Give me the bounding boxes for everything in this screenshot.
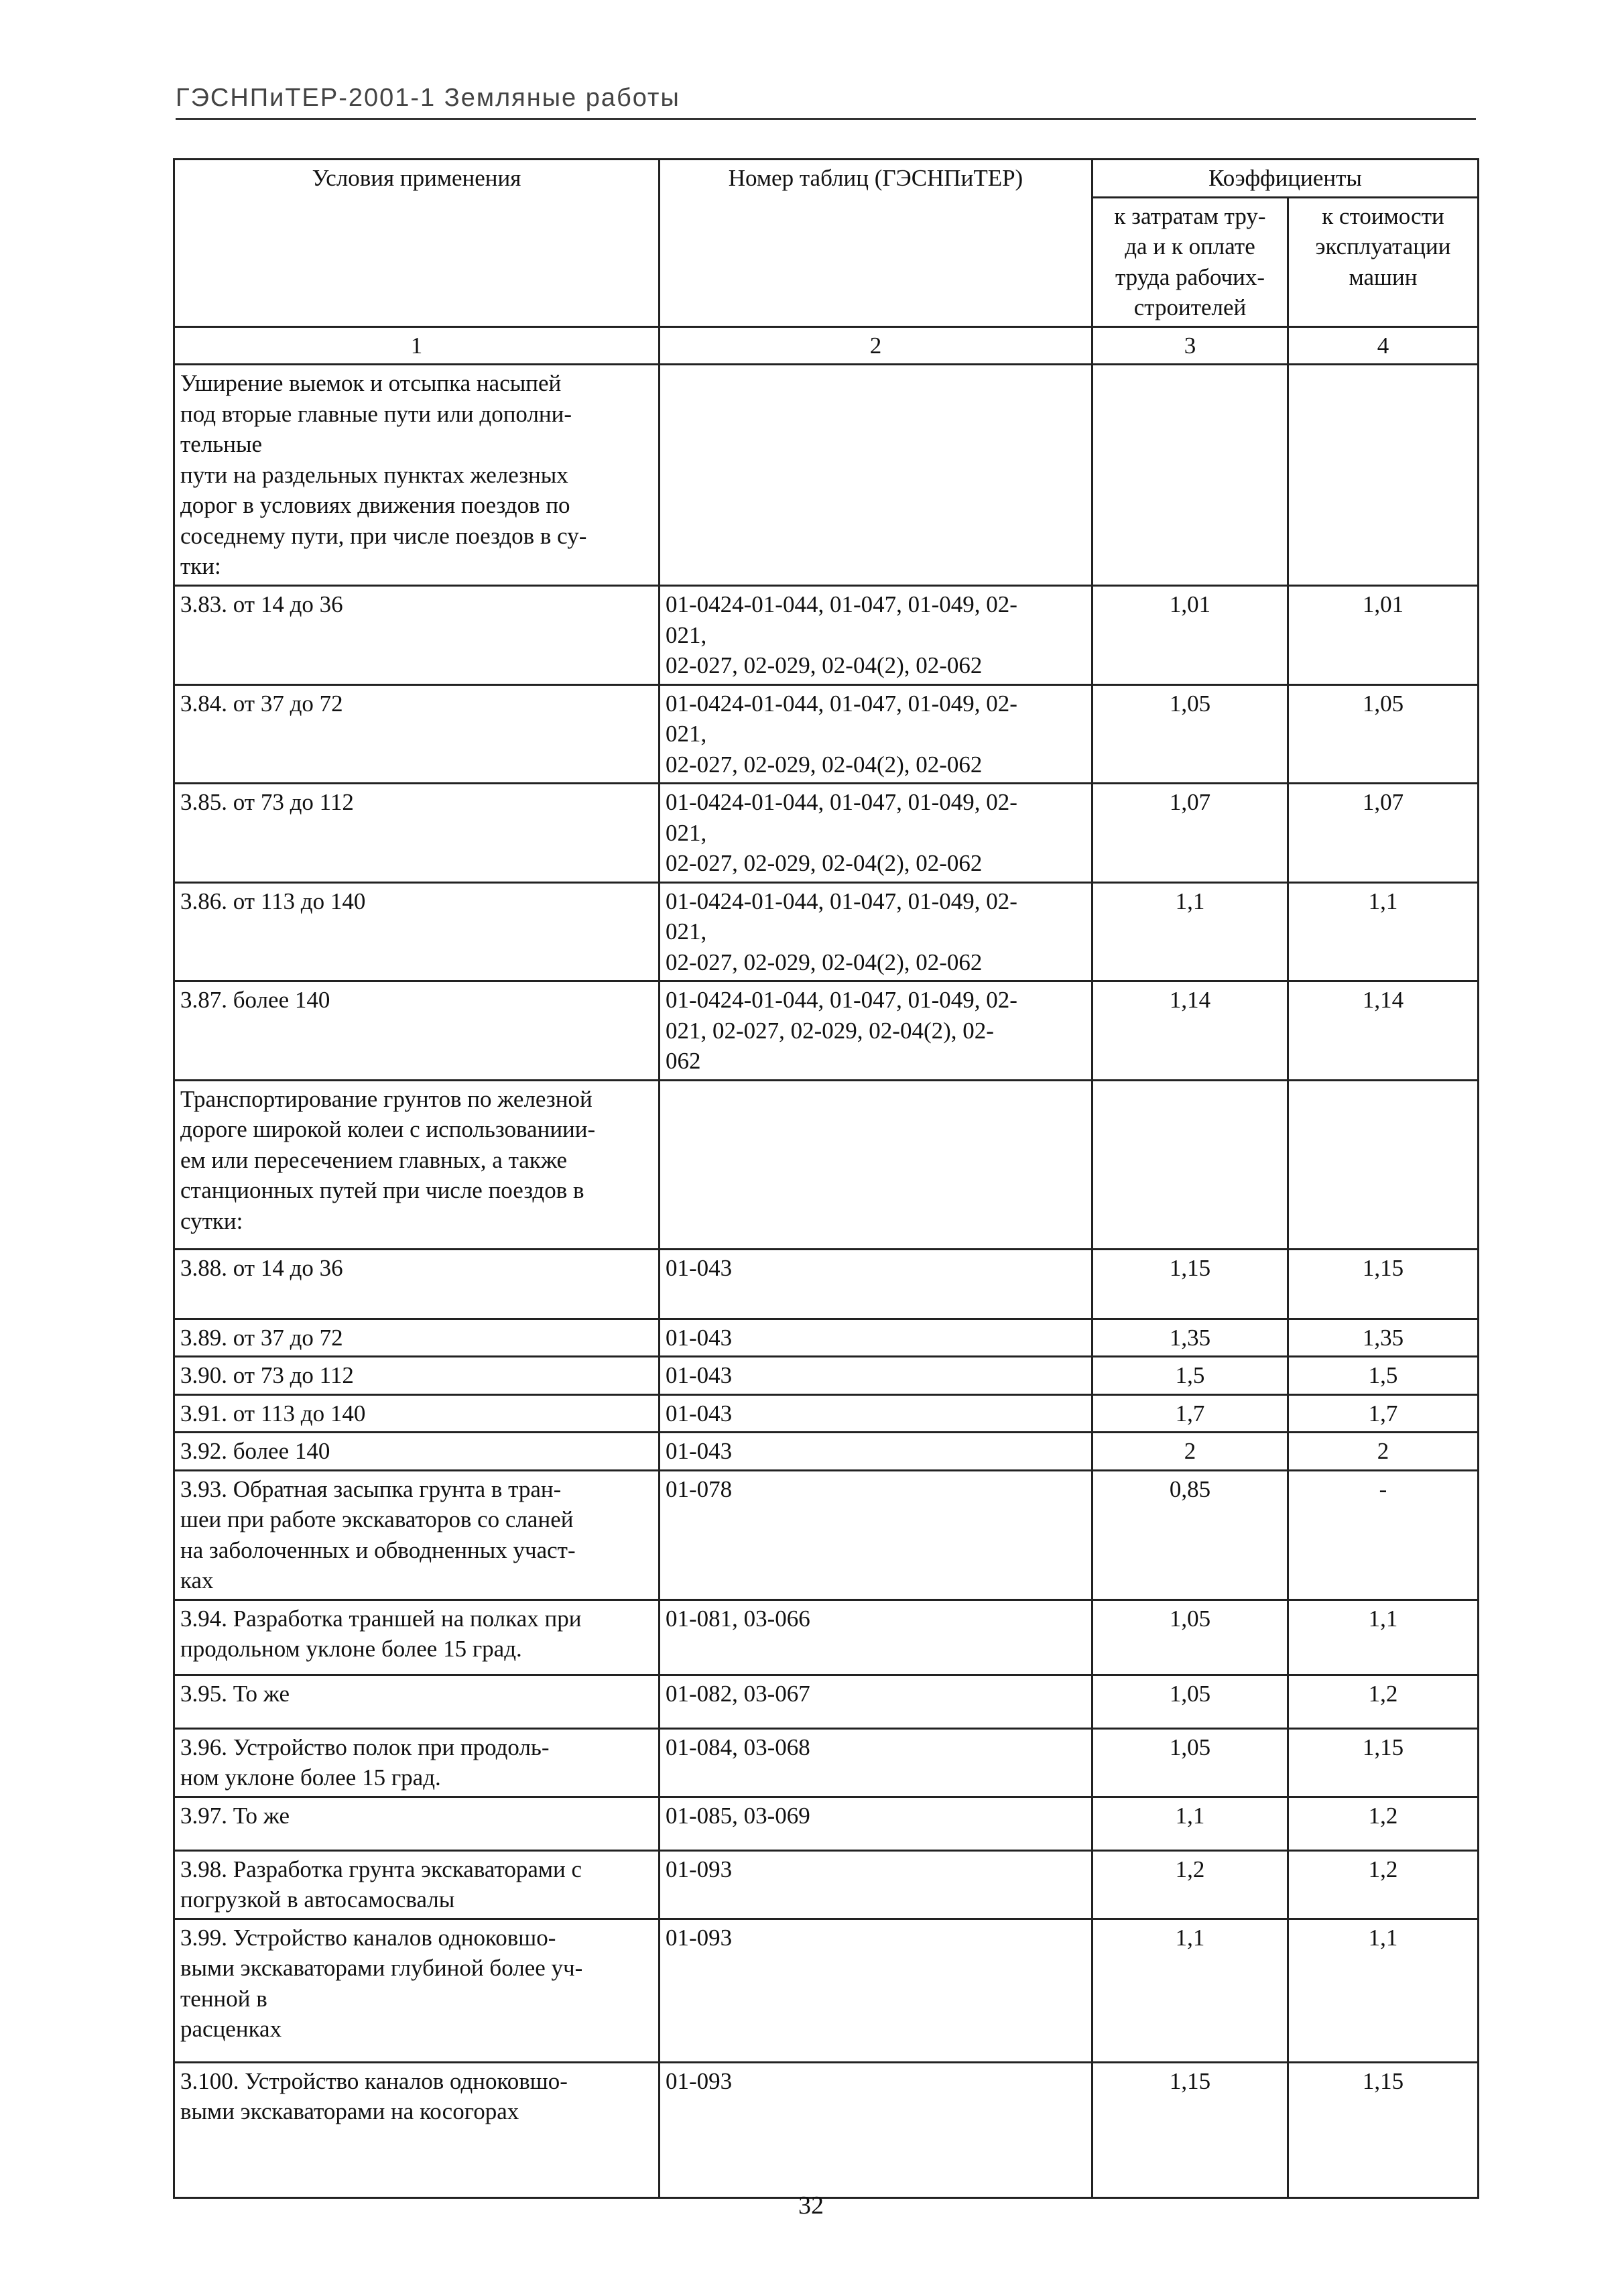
section-header-row [174, 365, 1479, 586]
machine-coefficient-cell: 1,1 [1288, 882, 1479, 981]
coefficients-table [173, 158, 1479, 2199]
machine-coefficient-cell: 1,07 [1288, 784, 1479, 883]
machine-coefficient-cell: 1,05 [1288, 684, 1479, 784]
labor-coefficient-cell: 1,1 [1093, 1919, 1288, 2062]
machine-coefficient-cell: - [1288, 1470, 1479, 1599]
condition-cell: 3.84. от 37 до 72 [174, 684, 660, 784]
header-conditions: Условия применения [174, 160, 660, 327]
condition-cell: 3.100. Устройство каналов одноковшо- выми экскаваторами на косогорах [174, 2062, 660, 2197]
table-row [174, 1850, 1479, 1919]
table-row [174, 1728, 1479, 1797]
section-title: Транспортирование грунтов по железной дороге широкой колеи с использованиии- ем или пересечением главных, а также станционных путей при числе поездов в сутки: [174, 1080, 660, 1249]
table-numbers-cell: 01-0424-01-044, 01-047, 01-049, 02- 021, 02-027, 02-029, 02-04(2), 02- 062 [660, 981, 1093, 1081]
table-row [174, 1394, 1479, 1433]
table-row [174, 2062, 1479, 2197]
table-numbers-cell: 01-081, 03-066 [660, 1599, 1093, 1675]
table-row [174, 1675, 1479, 1728]
labor-coefficient-cell: 1,05 [1093, 1599, 1288, 1675]
machine-coefficient-cell: 1,15 [1288, 2062, 1479, 2197]
column-number: 3 [1093, 326, 1288, 365]
header-labor-coefficient: к затратам тру- да и к оплате труда рабочих- строителей [1093, 197, 1288, 326]
table-numbers-cell: 01-093 [660, 1919, 1093, 2062]
table-row [174, 1433, 1479, 1471]
labor-coefficient-cell: 0,85 [1093, 1470, 1288, 1599]
labor-coefficient-cell: 1,05 [1093, 1675, 1288, 1728]
section-title: Уширение выемок и отсыпка насыпей под вторые главные пути или дополни- тельные пути на раздельных пунктах железных дорог в условиях движения поездов по соседнему пути, при числе поездов в су- тки: [174, 365, 660, 586]
labor-coefficient-cell: 1,7 [1093, 1394, 1288, 1433]
condition-cell: 3.83. от 14 до 36 [174, 586, 660, 685]
labor-coefficient-cell: 1,1 [1093, 882, 1288, 981]
column-number: 2 [660, 326, 1093, 365]
machine-coefficient-cell: 1,7 [1288, 1394, 1479, 1433]
machine-coefficient-cell: 1,5 [1288, 1357, 1479, 1395]
table-row [174, 1470, 1479, 1599]
table-row [174, 882, 1479, 981]
machine-coefficient-cell: 1,2 [1288, 1675, 1479, 1728]
machine-coefficient-cell: 1,01 [1288, 586, 1479, 685]
condition-cell: 3.96. Устройство полок при продоль- ном уклоне более 15 град. [174, 1728, 660, 1797]
labor-coefficient-cell: 1,05 [1093, 1728, 1288, 1797]
labor-coefficient-cell: 1,2 [1093, 1850, 1288, 1919]
table-row [174, 981, 1479, 1081]
condition-cell: 3.86. от 113 до 140 [174, 882, 660, 981]
machine-coefficient-cell: 1,15 [1288, 1249, 1479, 1319]
condition-cell: 3.95. То же [174, 1675, 660, 1728]
condition-cell: 3.98. Разработка грунта экскаваторами с погрузкой в автосамосвалы [174, 1850, 660, 1919]
machine-coefficient-cell: 1,2 [1288, 1797, 1479, 1850]
table-numbers-cell: 01-043 [660, 1433, 1093, 1471]
condition-cell: 3.97. То же [174, 1797, 660, 1850]
labor-coefficient-cell: 1,14 [1093, 981, 1288, 1081]
header-table-numbers: Номер таблиц (ГЭСНПиТЕР) [660, 160, 1093, 327]
labor-coefficient-cell: 1,5 [1093, 1357, 1288, 1395]
table-numbers-cell: 01-0424-01-044, 01-047, 01-049, 02- 021, 02-027, 02-029, 02-04(2), 02-062 [660, 586, 1093, 685]
table-numbers-cell: 01-084, 03-068 [660, 1728, 1093, 1797]
table-row [174, 784, 1479, 883]
column-number: 1 [174, 326, 660, 365]
table-numbers-cell: 01-085, 03-069 [660, 1797, 1093, 1850]
machine-coefficient-cell: 1,1 [1288, 1599, 1479, 1675]
table-row [174, 684, 1479, 784]
labor-coefficient-cell: 1,15 [1093, 1249, 1288, 1319]
table-row [174, 1599, 1479, 1675]
condition-cell: 3.99. Устройство каналов одноковшо- выми экскаваторами глубиной более уч- тенной в расценках [174, 1919, 660, 2062]
labor-coefficient-cell: 1,01 [1093, 586, 1288, 685]
machine-coefficient-cell: 1,15 [1288, 1728, 1479, 1797]
column-number: 4 [1288, 326, 1479, 365]
condition-cell: 3.94. Разработка траншей на полках при продольном уклоне более 15 град. [174, 1599, 660, 1675]
running-header-title: ГЭСНПиТЕР-2001-1 Земляные работы [176, 84, 680, 112]
machine-coefficient-cell: 1,2 [1288, 1850, 1479, 1919]
condition-cell: 3.91. от 113 до 140 [174, 1394, 660, 1433]
table-numbers-cell: 01-043 [660, 1394, 1093, 1433]
labor-coefficient-cell: 1,07 [1093, 784, 1288, 883]
table-row [174, 1357, 1479, 1395]
table-numbers-cell: 01-082, 03-067 [660, 1675, 1093, 1728]
condition-cell: 3.88. от 14 до 36 [174, 1249, 660, 1319]
table-row [174, 1797, 1479, 1850]
page-number: 32 [798, 2191, 824, 2220]
table-row [174, 586, 1479, 685]
condition-cell: 3.92. более 140 [174, 1433, 660, 1471]
table-numbers-cell: 01-0424-01-044, 01-047, 01-049, 02- 021, 02-027, 02-029, 02-04(2), 02-062 [660, 684, 1093, 784]
table-numbers-cell: 01-093 [660, 2062, 1093, 2197]
table-numbers-cell: 01-043 [660, 1319, 1093, 1357]
table-numbers-cell: 01-0424-01-044, 01-047, 01-049, 02- 021, 02-027, 02-029, 02-04(2), 02-062 [660, 882, 1093, 981]
table-numbers-cell: 01-093 [660, 1850, 1093, 1919]
table-numbers-cell: 01-043 [660, 1357, 1093, 1395]
table-row [174, 1249, 1479, 1319]
labor-coefficient-cell: 2 [1093, 1433, 1288, 1471]
machine-coefficient-cell: 1,1 [1288, 1919, 1479, 2062]
machine-coefficient-cell: 2 [1288, 1433, 1479, 1471]
machine-coefficient-cell: 1,14 [1288, 981, 1479, 1081]
labor-coefficient-cell: 1,35 [1093, 1319, 1288, 1357]
header-coefficients: Коэффициенты [1093, 160, 1479, 198]
table-row [174, 1919, 1479, 2062]
section-header-row [174, 1080, 1479, 1249]
table-numbers-cell: 01-043 [660, 1249, 1093, 1319]
condition-cell: 3.90. от 73 до 112 [174, 1357, 660, 1395]
labor-coefficient-cell: 1,15 [1093, 2062, 1288, 2197]
table-numbers-cell: 01-078 [660, 1470, 1093, 1599]
running-header [176, 83, 1476, 120]
condition-cell: 3.93. Обратная засыпка грунта в тран- шеи при работе экскаваторов со сланей на заболоченных и обводненных участ- ках [174, 1470, 660, 1599]
machine-coefficient-cell: 1,35 [1288, 1319, 1479, 1357]
table-row [174, 1319, 1479, 1357]
table-numbers-cell: 01-0424-01-044, 01-047, 01-049, 02- 021, 02-027, 02-029, 02-04(2), 02-062 [660, 784, 1093, 883]
condition-cell: 3.89. от 37 до 72 [174, 1319, 660, 1357]
header-machine-coefficient: к стоимости эксплуатации машин [1288, 197, 1479, 326]
condition-cell: 3.87. более 140 [174, 981, 660, 1081]
labor-coefficient-cell: 1,05 [1093, 684, 1288, 784]
condition-cell: 3.85. от 73 до 112 [174, 784, 660, 883]
labor-coefficient-cell: 1,1 [1093, 1797, 1288, 1850]
